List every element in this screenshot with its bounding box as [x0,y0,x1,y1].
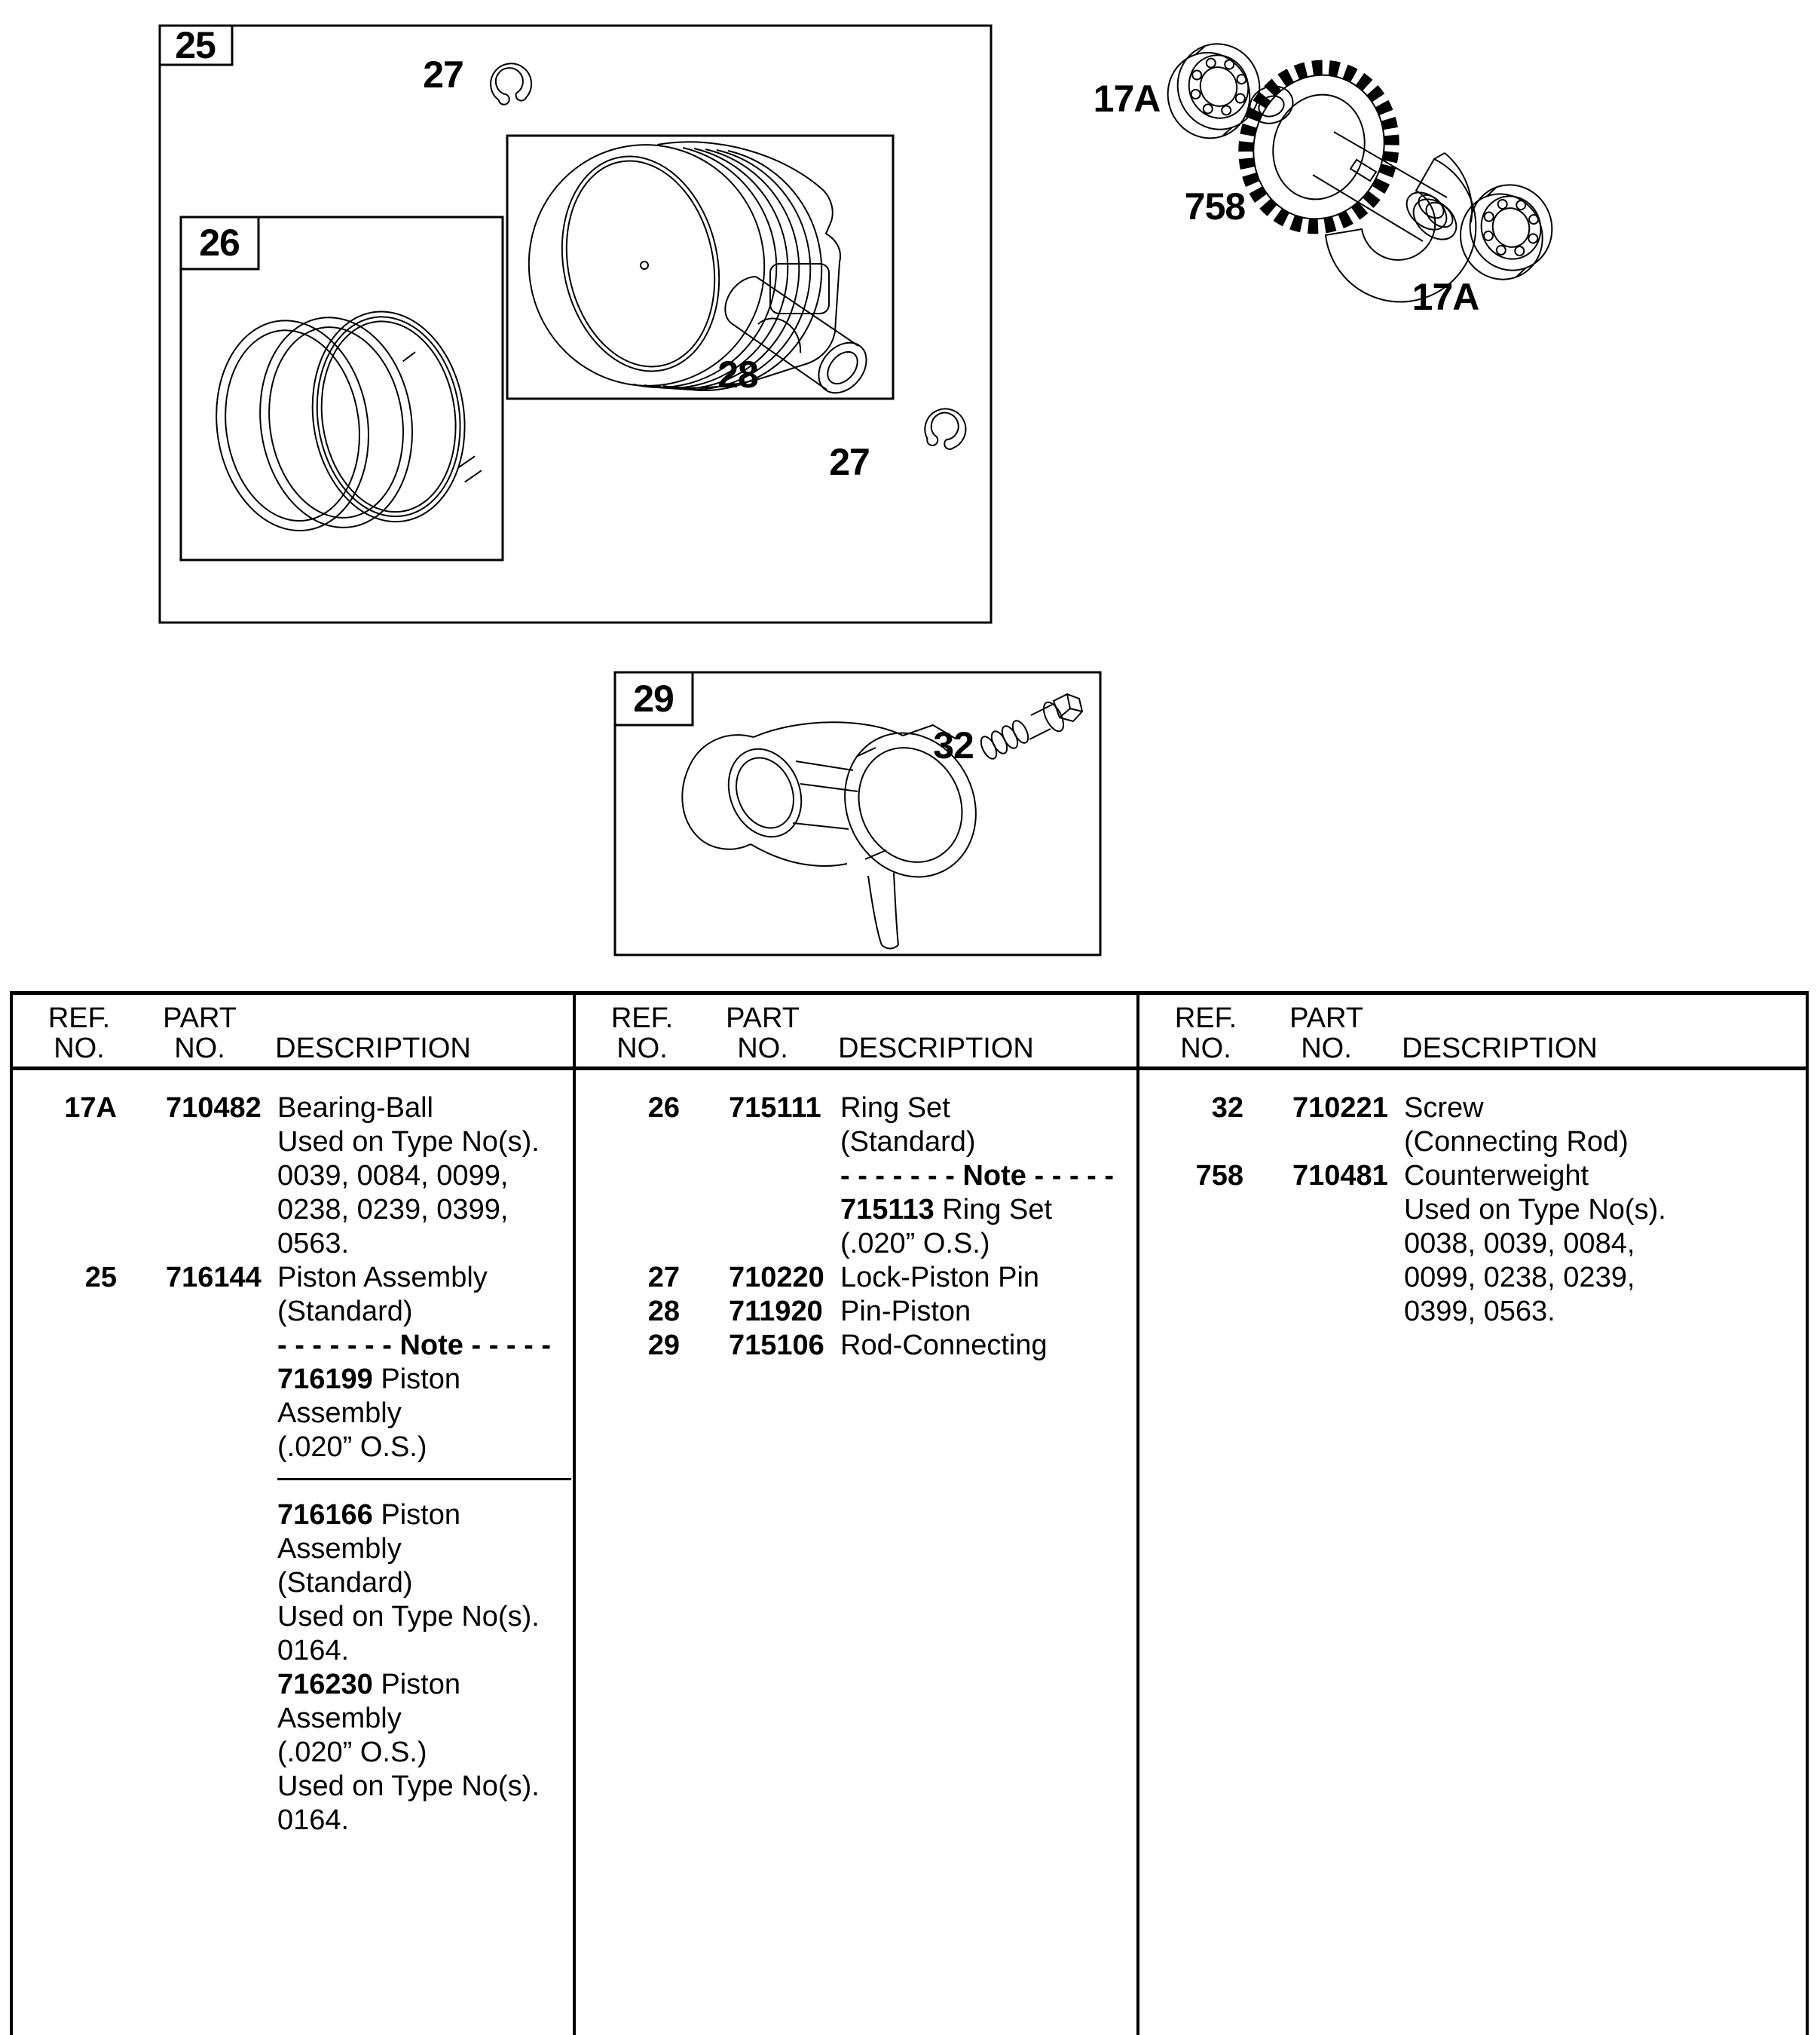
ref-no: 17A [64,1092,117,1124]
column-header-ref: REF. NO. [47,1002,111,1064]
counterweight-gear-drawing [1228,51,1409,243]
description: Counterweight [1404,1160,1589,1192]
description: 0038, 0039, 0084, [1404,1228,1635,1259]
description: 0563. [277,1228,350,1259]
description: 716166 Piston [277,1499,460,1531]
column-header-ref: REF. NO. [1174,1002,1237,1064]
table-row [11,1532,573,1566]
callout-25: 25 [175,24,216,66]
table-row [11,1261,573,1295]
ref-no: 29 [647,1330,680,1361]
description: Used on Type No(s). [277,1601,540,1633]
table-row [11,1295,573,1329]
description: 0164. [277,1804,350,1836]
table-row [11,1159,573,1193]
description-separator [11,1464,573,1498]
part-no: 710482 [166,1092,262,1124]
part-no: 711920 [729,1296,823,1327]
description: Piston Assembly [277,1262,488,1293]
callout-17a-top: 17A [1093,78,1161,120]
description: 0164. [277,1635,350,1666]
description: Pin-Piston [840,1296,971,1327]
description: Used on Type No(s). [277,1770,540,1802]
table-row [11,1702,573,1736]
description: (.020” O.S.) [840,1228,990,1259]
callout-29: 29 [633,678,674,720]
column-header-part: PART NO. [163,1002,237,1064]
table-row [11,1498,573,1532]
description: 715113 Ring Set [840,1194,1053,1226]
description: Assembly [277,1397,402,1429]
retaining-clip-icon [486,59,536,107]
ref-no: 758 [1195,1160,1243,1192]
description: (Standard) [840,1126,976,1158]
callout-758: 758 [1184,185,1246,228]
part-no: 715106 [729,1330,824,1361]
part-no: 716144 [166,1262,262,1293]
part-no: 710481 [1292,1160,1388,1192]
table-row [11,1770,573,1804]
table-top-border [10,991,1809,995]
table-row [11,1668,573,1702]
description: Used on Type No(s). [277,1126,540,1158]
table-row [574,1261,1136,1295]
description: (.020” O.S.) [277,1737,427,1768]
table-row [11,1227,573,1261]
table-row [11,1363,573,1397]
description: Ring Set [840,1092,950,1124]
description: (Connecting Rod) [1404,1126,1629,1158]
description: - - - - - - - Note - - - - - [277,1330,551,1361]
callout-28: 28 [717,353,758,396]
description: - - - - - - - Note - - - - - [840,1160,1114,1192]
description: 716230 Piston [277,1669,460,1700]
ref-no: 26 [647,1092,680,1124]
piston-box [507,136,893,399]
table-header-border [10,1066,1809,1070]
column-header-description: DESCRIPTION [838,1033,1034,1064]
table-row [1138,1159,1806,1193]
description: (.020” O.S.) [277,1431,427,1463]
table-row [574,1091,1136,1125]
table-row [11,1736,573,1770]
part-no: 710220 [729,1262,824,1293]
callout-27-bottom: 27 [829,441,870,483]
screw-drawing [978,694,1082,761]
table-row [574,1227,1136,1261]
connecting-rod-box-29 [615,672,1100,955]
table-row [11,1634,573,1668]
table-row [574,1295,1136,1329]
callout-32: 32 [933,724,974,767]
description: Rod-Connecting [840,1330,1048,1361]
ref-no: 27 [647,1262,680,1293]
table-row [11,1431,573,1464]
table-row [11,1600,573,1634]
description: Assembly [277,1533,402,1565]
description: 0039, 0084, 0099, [277,1160,509,1192]
table-row [11,1125,573,1159]
table-row [574,1329,1136,1363]
table-row [11,1397,573,1431]
column-header-ref: REF. NO. [610,1002,674,1064]
parts-diagram [0,0,1820,972]
table-row [1138,1261,1806,1295]
table-row [11,1804,573,1838]
column-header-description: DESCRIPTION [275,1033,471,1064]
ref-no: 25 [84,1262,117,1293]
callout-17a-bottom: 17A [1412,276,1479,318]
retaining-clip-icon [922,405,968,451]
table-right-border [1806,991,1809,2035]
description: Screw [1404,1092,1484,1124]
column-header-part: PART NO. [1289,1002,1363,1064]
description: Used on Type No(s). [1404,1194,1666,1226]
table-row [574,1125,1136,1159]
table-row [1138,1125,1806,1159]
table-rows [574,1091,1136,1363]
callout-27-top: 27 [423,54,463,96]
description: Assembly [277,1703,402,1734]
ball-bearing-drawing [1447,173,1566,291]
assembly-box-25 [160,26,991,623]
table-row [1138,1227,1806,1261]
part-no: 715111 [729,1092,821,1124]
table-rows [1138,1091,1806,1329]
description: 0238, 0239, 0399, [277,1194,509,1226]
ref-no: 28 [647,1296,680,1327]
table-rows [11,1091,573,1838]
piston-rings-drawing [203,296,487,546]
table-row [11,1091,573,1125]
ref-no: 32 [1211,1092,1243,1124]
table-row [11,1329,573,1363]
description: (Standard) [277,1296,413,1327]
separator-line [277,1478,571,1480]
description: (Standard) [277,1567,413,1599]
table-row [574,1159,1136,1193]
table-row [11,1566,573,1600]
description: 0099, 0238, 0239, [1404,1262,1635,1293]
description: Bearing-Ball [277,1092,433,1124]
table-row [11,1193,573,1227]
description: 716199 Piston [277,1363,460,1395]
table-row [1138,1295,1806,1329]
table-row [1138,1091,1806,1125]
table-row [1138,1193,1806,1227]
callout-26: 26 [199,222,240,264]
description: Lock-Piston Pin [840,1262,1040,1293]
description: 0399, 0563. [1404,1296,1555,1327]
column-header-description: DESCRIPTION [1402,1033,1598,1064]
table-row [574,1193,1136,1227]
part-no: 710221 [1292,1092,1388,1124]
column-header-part: PART NO. [726,1002,800,1064]
